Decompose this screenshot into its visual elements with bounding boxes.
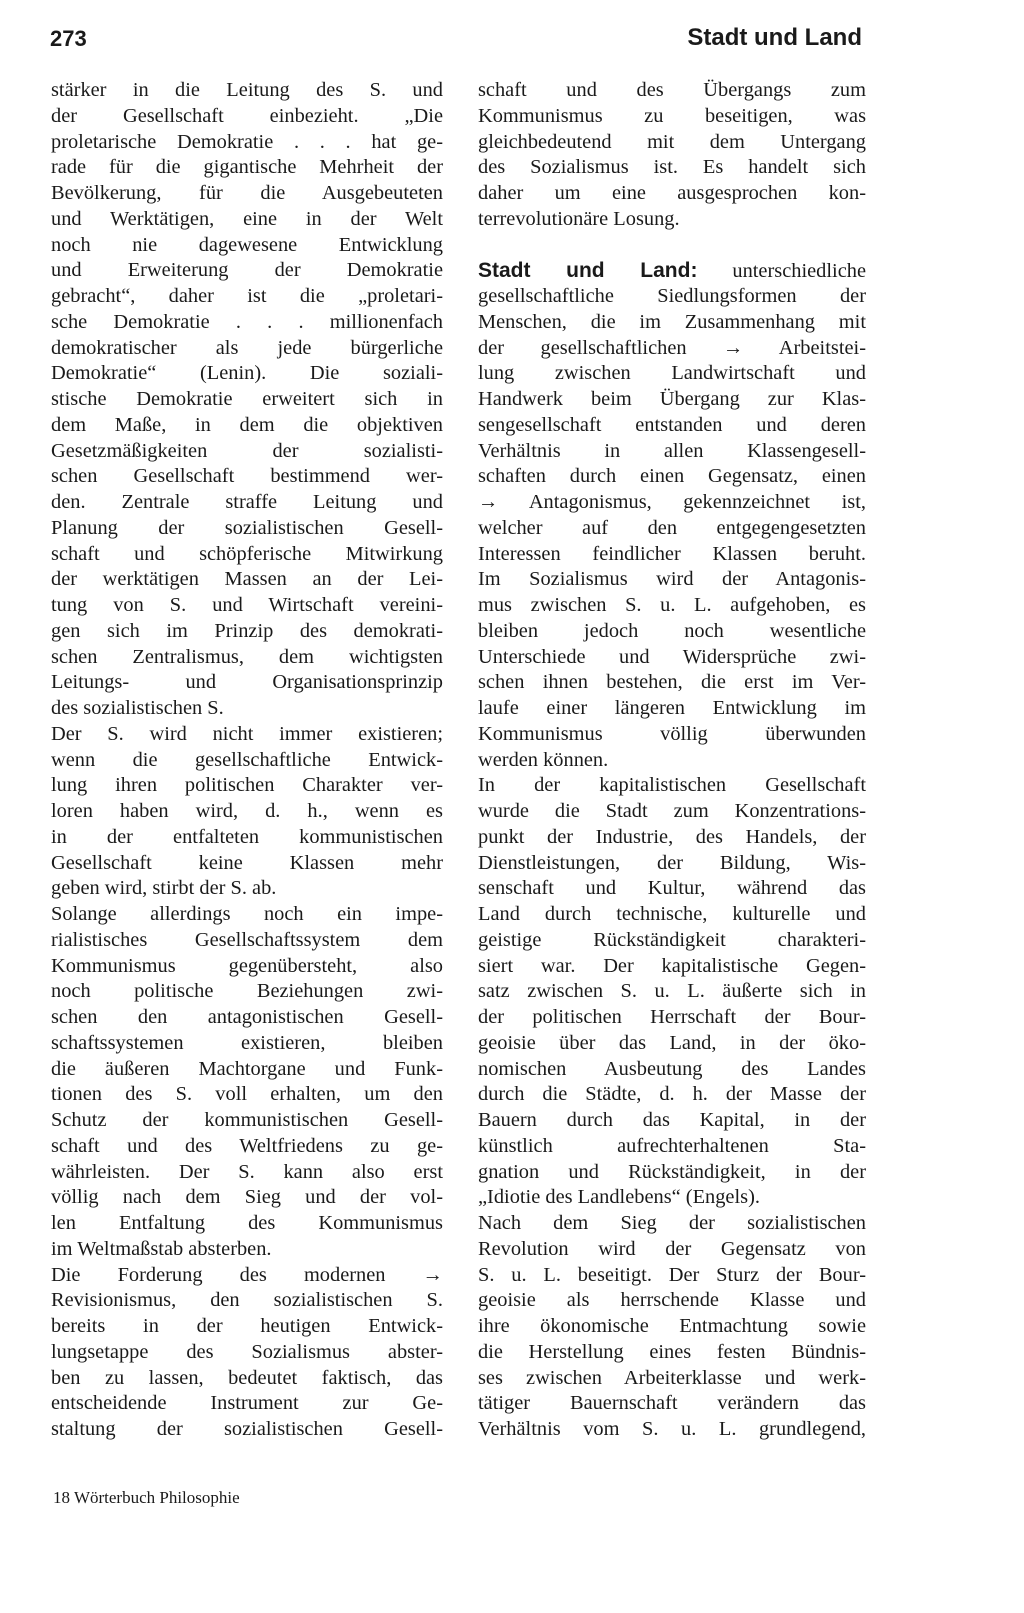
text-line: gesellschaftliche Siedlungsformen der	[478, 285, 866, 307]
text-line: stische Demokratie erweitert sich in	[51, 388, 443, 410]
text-line: rade für die gigantische Mehrheit der	[51, 156, 443, 179]
text-line: schen Zentralismus, dem wichtigsten	[51, 645, 443, 668]
page-number: 273	[50, 26, 87, 51]
text-line: des sozialistischen S.	[51, 697, 224, 719]
text-line: Der S. wird nicht immer existieren;	[51, 722, 443, 745]
text-line: Revisionismus, den sozialistischen S.	[51, 1289, 443, 1312]
right-column	[478, 78, 866, 1443]
text-line: noch nie dagewesene Entwicklung	[51, 233, 443, 256]
text-line: Gesetzmäßigkeiten der sozialisti-	[51, 439, 443, 462]
text-line: lung zwischen Landwirtschaft und	[478, 362, 866, 385]
text-line: schaften durch einen Gegensatz, einen	[478, 465, 866, 488]
text-line: der werktätigen Massen an der Lei-	[51, 568, 443, 591]
text-line: die äußeren Machtorgane und Funk-	[51, 1057, 443, 1080]
text-line: den. Zentrale straffe Leitung und	[51, 491, 443, 513]
text-line: ses zwischen Arbeiterklasse und werk-	[478, 1366, 866, 1389]
text-line: Leitungs- und Organisationsprinzip	[51, 671, 443, 694]
text-line: gnation und Rückständigkeit, in der	[478, 1160, 866, 1183]
text-line: In der kapitalistischen Gesellschaft	[478, 774, 866, 797]
text-line: mus zwischen S. u. L. aufgehoben, es	[478, 594, 866, 616]
text-line: und Werktätigen, eine in der Welt	[51, 207, 443, 230]
text-line: welcher auf den entgegengesetzten	[478, 516, 866, 539]
running-head: Stadt und Land	[687, 24, 862, 51]
text-line: Revolution wird der Gegensatz von	[478, 1237, 866, 1260]
entry-headword: Stadt und Land:	[478, 259, 698, 283]
text-line: Im Sozialismus wird der Antagonis-	[478, 568, 866, 591]
text-line: tionen des S. voll erhalten, um den	[51, 1083, 443, 1106]
text-line: bleiben jedoch noch wesentliche	[478, 619, 866, 642]
text-line: tätiger Bauernschaft verändern das	[478, 1392, 866, 1415]
text-line: Nach dem Sieg der sozialistischen	[478, 1212, 866, 1234]
text-line: Bauern durch das Kapital, in der	[478, 1109, 866, 1131]
text-line: Solange allerdings noch ein impe-	[51, 903, 443, 925]
text-line: demokratischer als jede bürgerliche	[51, 336, 443, 359]
text-line: Die Forderung des modernen →	[51, 1263, 443, 1286]
text-line: Bevölkerung, für die Ausgebeuteten	[51, 182, 443, 204]
text-line: ben zu lassen, bedeutet faktisch, das	[51, 1366, 443, 1389]
text-line: dem Maße, in dem die objektiven	[51, 413, 443, 436]
footer-signature: 18 Wörterbuch Philosophie	[53, 1488, 240, 1507]
text-line: lung ihren politischen Charakter ver-	[51, 774, 443, 797]
text-line: „Idiotie des Landlebens“ (Engels).	[478, 1186, 760, 1209]
text-line: noch politische Beziehungen zwi-	[51, 980, 443, 1003]
text-line: schen Gesellschaft bestimmend wer-	[51, 465, 443, 488]
text-line: künstlich aufrechterhaltenen Sta-	[478, 1134, 866, 1157]
text-line: schaft und des Weltfriedens zu ge-	[51, 1134, 443, 1157]
text-line: gebracht“, daher ist die „proletari-	[51, 285, 443, 307]
text-line: terrevolutionäre Losung.	[478, 207, 680, 230]
text-line: werden können.	[478, 748, 609, 771]
text-line: rialistisches Gesellschaftssystem dem	[51, 928, 443, 951]
entry-first-line-text: unterschiedliche	[732, 260, 866, 283]
text-line: tung von S. und Wirtschaft vereini-	[51, 594, 443, 616]
text-line: Schutz der kommunistischen Gesell-	[51, 1109, 443, 1131]
text-line: schaft und schöpferische Mitwirkung	[51, 542, 443, 565]
text-line: Kommunismus völlig überwunden	[478, 722, 866, 745]
text-line: Dienstleistungen, der Bildung, Wis-	[478, 851, 866, 874]
text-line: Land durch technische, kulturelle und	[478, 903, 866, 925]
text-line: und Erweiterung der Demokratie	[51, 259, 443, 282]
text-line: der Gesellschaft einbezieht. „Die	[51, 104, 443, 127]
text-line: → Antagonismus, gekennzeichnet ist,	[478, 491, 866, 513]
text-line: völlig nach dem Sieg und der vol-	[51, 1186, 443, 1209]
text-line: in der entfalteten kommunistischen	[51, 825, 443, 848]
text-line: siert war. Der kapitalistische Gegen-	[478, 954, 866, 977]
text-line: im Weltmaßstab absterben.	[51, 1237, 272, 1260]
text-line: proletarische Demokratie . . . hat ge-	[51, 130, 443, 153]
text-line: Handwerk beim Übergang zur Klas-	[478, 388, 866, 410]
text-line: sengesellschaft entstanden und deren	[478, 413, 866, 436]
entry-first-line	[478, 258, 866, 284]
text-line: Verhältnis vom S. u. L. grundlegend,	[478, 1418, 866, 1440]
text-line: Kommunismus zu beseitigen, was	[478, 104, 866, 127]
text-line: durch die Städte, d. h. der Masse der	[478, 1083, 866, 1106]
text-line: schaftssystemen existieren, bleiben	[51, 1031, 443, 1054]
text-line: geistige Rückständigkeit charakteri-	[478, 928, 866, 951]
text-line: wurde die Stadt zum Konzentrations-	[478, 800, 866, 822]
text-line: schen den antagonistischen Gesell-	[51, 1006, 443, 1028]
text-line: nomischen Ausbeutung des Landes	[478, 1057, 866, 1080]
entry-spacer	[478, 233, 866, 259]
text-line: Menschen, die im Zusammenhang mit	[478, 310, 866, 333]
text-line: S. u. L. beseitigt. Der Sturz der Bour-	[478, 1263, 866, 1286]
text-line: Interessen feindlicher Klassen beruht.	[478, 542, 866, 565]
text-line: der gesellschaftlichen → Arbeitstei-	[478, 336, 866, 359]
text-line: Verhältnis in allen Klassengesell-	[478, 439, 866, 462]
text-line: Gesellschaft keine Klassen mehr	[51, 851, 443, 874]
text-line: entscheidende Instrument zur Ge-	[51, 1392, 443, 1415]
text-line: stärker in die Leitung des S. und	[51, 79, 443, 101]
text-line: wenn die gesellschaftliche Entwick-	[51, 748, 443, 771]
text-line: bereits in der heutigen Entwick-	[51, 1315, 443, 1337]
text-line: sche Demokratie . . . millionenfach	[51, 310, 443, 333]
text-line: ihre ökonomische Entmachtung sowie	[478, 1315, 866, 1337]
text-line: Unterschiede und Widersprüche zwi-	[478, 645, 866, 668]
text-line: schaft und des Übergangs zum	[478, 79, 866, 101]
text-line: lungsetappe des Sozialismus abster-	[51, 1340, 443, 1363]
text-line: senschaft und Kultur, während das	[478, 877, 866, 900]
text-line: gleichbedeutend mit dem Untergang	[478, 130, 866, 153]
left-column	[51, 78, 443, 1443]
text-line: Planung der sozialistischen Gesell-	[51, 516, 443, 539]
text-line: Demokratie“ (Lenin). Die soziali-	[51, 362, 443, 385]
text-line: die Herstellung eines festen Bündnis-	[478, 1340, 866, 1363]
text-line: des Sozialismus ist. Es handelt sich	[478, 156, 866, 179]
text-line: satz zwischen S. u. L. äußerte sich in	[478, 980, 866, 1003]
text-line: gen sich im Prinzip des demokrati-	[51, 619, 443, 642]
text-line: staltung der sozialistischen Gesell-	[51, 1418, 443, 1440]
text-line: geoisie als herrschende Klasse und	[478, 1289, 866, 1312]
text-line: der politischen Herrschaft der Bour-	[478, 1006, 866, 1028]
text-line: geoisie über das Land, in der öko-	[478, 1031, 866, 1054]
text-line: Kommunismus gegenübersteht, also	[51, 954, 443, 977]
text-line: währleisten. Der S. kann also erst	[51, 1160, 443, 1183]
text-line: len Entfaltung des Kommunismus	[51, 1212, 443, 1234]
text-line: laufe einer längeren Entwicklung im	[478, 697, 866, 719]
text-line: schen ihnen bestehen, die erst im Ver-	[478, 671, 866, 694]
text-line: daher um eine ausgesprochen kon-	[478, 182, 866, 204]
text-line: loren haben wird, d. h., wenn es	[51, 800, 443, 822]
text-line: punkt der Industrie, des Handels, der	[478, 825, 866, 848]
text-line: geben wird, stirbt der S. ab.	[51, 877, 277, 900]
